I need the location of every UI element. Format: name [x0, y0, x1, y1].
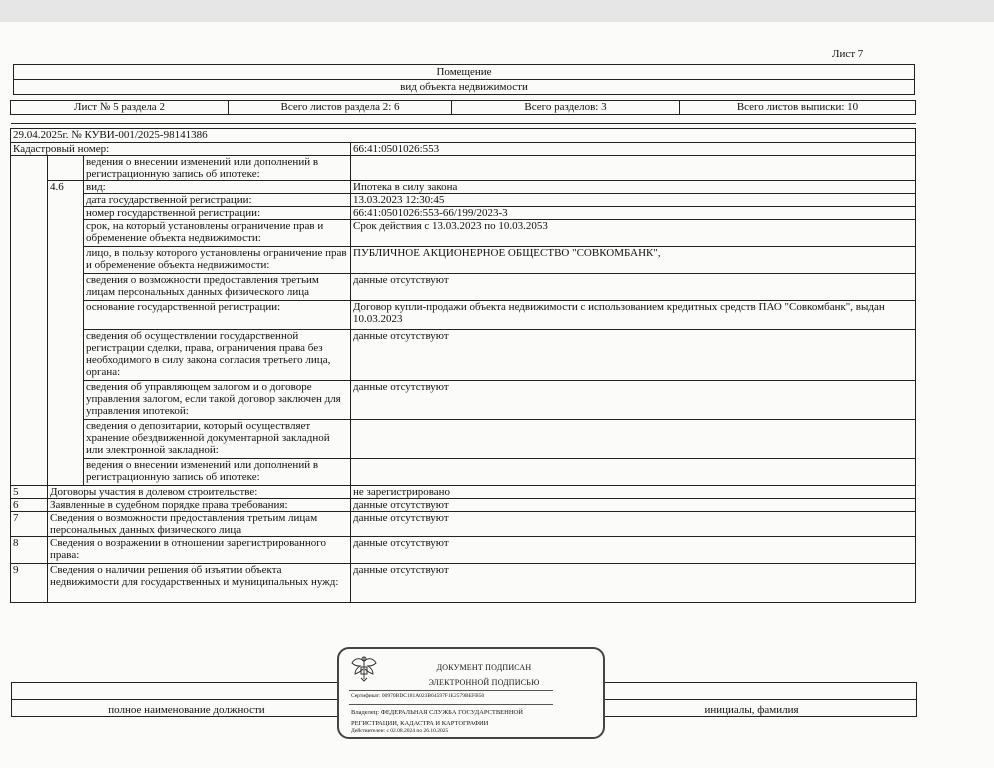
electronic-signature-stamp [337, 647, 605, 739]
row-number: 9 [11, 564, 48, 603]
cadastral-row [11, 143, 916, 156]
row-value: данные отсутствуют [351, 274, 916, 301]
row-number: 7 [11, 512, 48, 537]
object-type-subtitle: вид объекта недвижимости [14, 80, 915, 95]
total-sections: Всего разделов: 3 [452, 101, 680, 115]
doc-ref: 29.04.2025г. № КУВИ-001/2025-98141386 [11, 129, 916, 143]
table-row [11, 207, 916, 220]
table-row [11, 194, 916, 207]
sheet-number: Лист 7 [832, 48, 864, 60]
row-label: ведения о внесении изменений или дополнений в регистрационную запись об ипотеке: [84, 156, 351, 181]
table-row [11, 512, 916, 537]
stamp-line1: ДОКУМЕНТ ПОДПИСАН [436, 663, 532, 672]
row-value: не зарегистрировано [351, 486, 916, 499]
row-label: Сведения о возражении в отношении зарегистрированного права: [48, 537, 351, 564]
name-label: инициалы, фамилия [587, 700, 917, 717]
table-row [11, 537, 916, 564]
row-value: данные отсутствуют [351, 499, 916, 512]
row-value: 13.03.2023 12:30:45 [351, 194, 916, 207]
table-row [11, 301, 916, 330]
row-number: 6 [11, 499, 48, 512]
table-row [11, 486, 916, 499]
row-label: основание государственной регистрации: [84, 301, 351, 330]
stamp-owner: Владелец: ФЕДЕРАЛЬНАЯ СЛУЖБА ГОСУДАРСТВЕННОЙ РЕГИСТРАЦИИ, КАДАСТРА И КАРТОГРАФИИ [351, 709, 523, 727]
row-label: Сведения о возможности предоставления третьим лицам персональных данных физического лица [48, 512, 351, 537]
position-label: полное наименование должности [12, 700, 362, 717]
table-row [11, 420, 916, 459]
total-sheets-section: Всего листов раздела 2: 6 [229, 101, 452, 115]
stamp-certificate: Сертификат: 00970BDC181A023B64597F1E2579BEFB50 [351, 693, 485, 699]
table-row [11, 247, 916, 274]
row-value: данные отсутствуют [351, 512, 916, 537]
table-row [11, 564, 916, 603]
row-value: данные отсутствуют [351, 381, 916, 420]
total-extract-sheets: Всего листов выписки: 10 [680, 101, 916, 115]
row-label: сведения о возможности предоставления третьим лицам персональных данных физического лица [84, 274, 351, 301]
sheet-of-section: Лист № 5 раздела 2 [11, 101, 229, 115]
row-label: номер государственной регистрации: [84, 207, 351, 220]
row-number: 5 [11, 486, 48, 499]
row-value: 66:41:0501026:553-66/199/2023-3 [351, 207, 916, 220]
cadastral-value: 66:41:0501026:553 [351, 143, 916, 156]
row-value: Договор купли-продажи объекта недвижимости с использованием кредитных средств ПАО "Совкомбанк", выдан 10.03.2023 [351, 301, 916, 330]
coat-of-arms-icon [349, 653, 379, 683]
row-label: сведения о депозитарии, который осуществляет хранение обездвиженной документарной закладной или электронной закладной: [84, 420, 351, 459]
table-row [11, 156, 916, 181]
row-value [351, 420, 916, 459]
doc-ref-row [11, 129, 916, 143]
row-value: данные отсутствуют [351, 330, 916, 381]
row-label: вид: [84, 181, 351, 194]
row-label: сведения об управляющем залогом и о договоре управления залогом, если такой договор заключен для управления ипотекой: [84, 381, 351, 420]
row-value: ПУБЛИЧНОЕ АКЦИОНЕРНОЕ ОБЩЕСТВО "СОВКОМБАНК", [351, 247, 916, 274]
table-row [11, 381, 916, 420]
cadastral-label: Кадастровый номер: [11, 143, 351, 156]
row-value: Срок действия с 13.03.2023 по 10.03.2053 [351, 220, 916, 247]
object-type-title: Помещение [14, 65, 915, 80]
stamp-validity: Действителен: с 02.08.2024 по 26.10.2025 [351, 728, 449, 734]
row-value: Ипотека в силу закона [351, 181, 916, 194]
row-value [351, 156, 916, 181]
document-page [0, 22, 994, 768]
row-label: Договоры участия в долевом строительстве: [48, 486, 351, 499]
table-row [11, 499, 916, 512]
row-label: ведения о внесении изменений или дополнений в регистрационную запись об ипотеке: [84, 459, 351, 486]
row-label: дата государственной регистрации: [84, 194, 351, 207]
section-bar [10, 100, 916, 115]
row-label: Сведения о наличии решения об изъятии объекта недвижимости для государственных и муниципальных нужд: [48, 564, 351, 603]
row-value [351, 459, 916, 486]
row-label: срок, на который установлены ограничение прав и обременение объекта недвижимости: [84, 220, 351, 247]
encumbrance-table [10, 123, 916, 603]
row-value: данные отсутствуют [351, 537, 916, 564]
object-header [13, 64, 915, 95]
table-row [11, 459, 916, 486]
table-row [11, 181, 916, 194]
table-row [11, 274, 916, 301]
row-value: данные отсутствуют [351, 564, 916, 603]
row-label: Заявленные в судебном порядке права требования: [48, 499, 351, 512]
item-number: 4.6 [48, 181, 84, 486]
row-label: лицо, в пользу которого установлены ограничение прав и обременение объекта недвижимости: [84, 247, 351, 274]
table-row [11, 330, 916, 381]
stamp-line2: ЭЛЕКТРОННОЙ ПОДПИСЬЮ [428, 678, 540, 687]
row-number: 8 [11, 537, 48, 564]
row-label: сведения об осуществлении государственной регистрации сделки, права, ограничения права без необходимого в силу закона согласия третьего лица, органа: [84, 330, 351, 381]
table-row [11, 220, 916, 247]
